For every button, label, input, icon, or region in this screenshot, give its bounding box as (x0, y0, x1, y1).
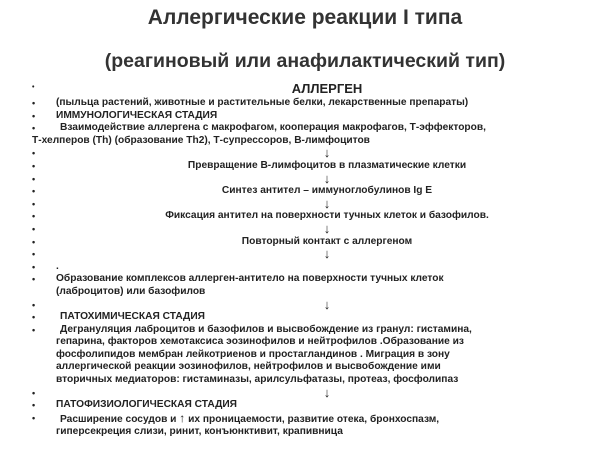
degranulation-line-2: гепарина, факторов хемотаксиса эозинофилов и нейтрофилов .Образование из (56, 336, 464, 348)
bullet-icon: • (32, 198, 36, 209)
fixation-text: Фиксация антител на поверхности тучных клеток и базофилов. (165, 210, 489, 222)
list-item-arrow (32, 248, 598, 261)
antibody-synthesis-text: Синтез антител – иммуноглобулинов Ig E (221, 185, 433, 197)
bullet-icon: • (32, 324, 36, 335)
list-item-immuno-stage (32, 110, 598, 123)
list-item-patho-stage (32, 311, 598, 324)
bullet-icon: • (32, 223, 36, 234)
bullet-icon: • (32, 412, 36, 423)
degranulation-line-4: аллергической реакции эозинофилов, нейтрофилов и высвобождение ими (56, 361, 441, 373)
degranulation-line-1: Дегрануляция лаброцитов и базофилов и высвобождение из гранул: гистамина, (60, 323, 472, 335)
patho-stage-heading: ПАТОХИМИЧЕСКАЯ СТАДИЯ (60, 311, 205, 323)
bullet-icon: • (32, 400, 36, 411)
bullet-icon: • (32, 299, 36, 310)
bullet-icon: • (32, 312, 36, 323)
list-item-arrow (32, 147, 598, 160)
list-item-b-transform (32, 160, 598, 173)
list-item-allergen (32, 81, 598, 97)
list-item-degranulation (32, 324, 598, 387)
down-arrow-icon: ↓ (323, 296, 331, 312)
bullet-icon: • (32, 173, 36, 184)
physio-stage-heading: ПАТОФИЗИОЛОГИЧЕСКАЯ СТАДИЯ (56, 399, 237, 411)
dot-text: . (56, 260, 59, 272)
down-arrow-icon: ↓ (323, 195, 331, 211)
list-item-complex (32, 273, 598, 298)
allergen-examples-text: (пыльца растений, животные и растительные белки, лекарственные препараты) (56, 97, 469, 108)
bullet-icon: • (32, 249, 36, 260)
down-arrow-icon: ↓ (323, 246, 331, 262)
list-item-allergen-examples (32, 97, 598, 110)
bullet-icon: • (32, 387, 36, 398)
list-item-arrow (32, 195, 598, 211)
bullet-icon: • (32, 123, 36, 134)
slide-title: Аллергические реакции I типа (147, 6, 463, 29)
bullet-icon: • (32, 274, 36, 285)
vasodilation-line-1b: их проницаемости, развитие отека, бронхоспазм, (188, 413, 440, 425)
bullet-icon: • (32, 84, 35, 91)
bullet-icon: • (32, 236, 36, 247)
bullet-icon: • (32, 98, 36, 108)
down-arrow-icon: ↓ (323, 384, 331, 400)
list-item-fixation (32, 210, 598, 223)
vasodilation-line-2: гиперсекреция слизи, ринит, конъюнктивит, крапивница (56, 426, 343, 438)
list-item-arrow (32, 296, 598, 312)
degranulation-line-5: вторичных медиаторов: гистаминазы, арилсульфатазы, протеаз, фосфолипаз (56, 374, 459, 386)
list-item-repeat-contact (32, 236, 598, 249)
complex-line-2: (лаброцитов) или базофилов (56, 285, 206, 297)
bullet-icon: • (32, 148, 36, 159)
slide-subtitle: (реагиновый или анафилактический тип) (104, 50, 506, 72)
bullet-list (32, 81, 598, 439)
down-arrow-icon: ↓ (323, 170, 331, 186)
down-arrow-icon: ↓ (323, 220, 331, 236)
bullet-icon: • (32, 211, 36, 222)
bullet-icon: • (32, 186, 36, 197)
vasodilation-line-1a: Расширение сосудов и (60, 413, 177, 425)
immuno-stage-heading: ИММУНОЛОГИЧЕСКАЯ СТАДИЯ (56, 109, 218, 121)
list-item-antibody-synthesis (32, 185, 598, 198)
interaction-line-1: Взаимодействие аллергена с макрофагом, кооперация макрофагов, Т-эффекторов, (60, 122, 486, 134)
list-item-vasodilation (32, 412, 598, 439)
list-item-arrow (32, 220, 598, 236)
down-arrow-icon: ↓ (323, 145, 331, 161)
bullet-icon: • (32, 110, 36, 121)
b-transform-text: Превращение В-лимфоцитов в плазматические клетки (187, 159, 467, 171)
allergen-heading: АЛЛЕРГЕН (291, 81, 363, 96)
list-item-dot (32, 261, 598, 274)
repeat-contact-text: Повторный контакт с аллергеном (241, 235, 413, 247)
complex-line-1: Образование комплексов аллерген-антитело на поверхности тучных клеток (56, 273, 444, 285)
bullet-icon: • (32, 261, 36, 272)
list-item-interaction (32, 122, 598, 147)
up-arrow-icon: ↑ (179, 410, 186, 425)
bullet-icon: • (32, 160, 36, 171)
interaction-line-2: Т-хелперов (Th) (образование Th2), Т-супрессоров, В-лимфоцитов (32, 134, 370, 146)
list-item-arrow (32, 384, 598, 400)
list-item-physio-stage (32, 399, 598, 412)
degranulation-line-3: фосфолипидов мембран лейкотриенов и простагландинов . Миграция в зону (56, 348, 450, 360)
list-item-arrow (32, 170, 598, 186)
